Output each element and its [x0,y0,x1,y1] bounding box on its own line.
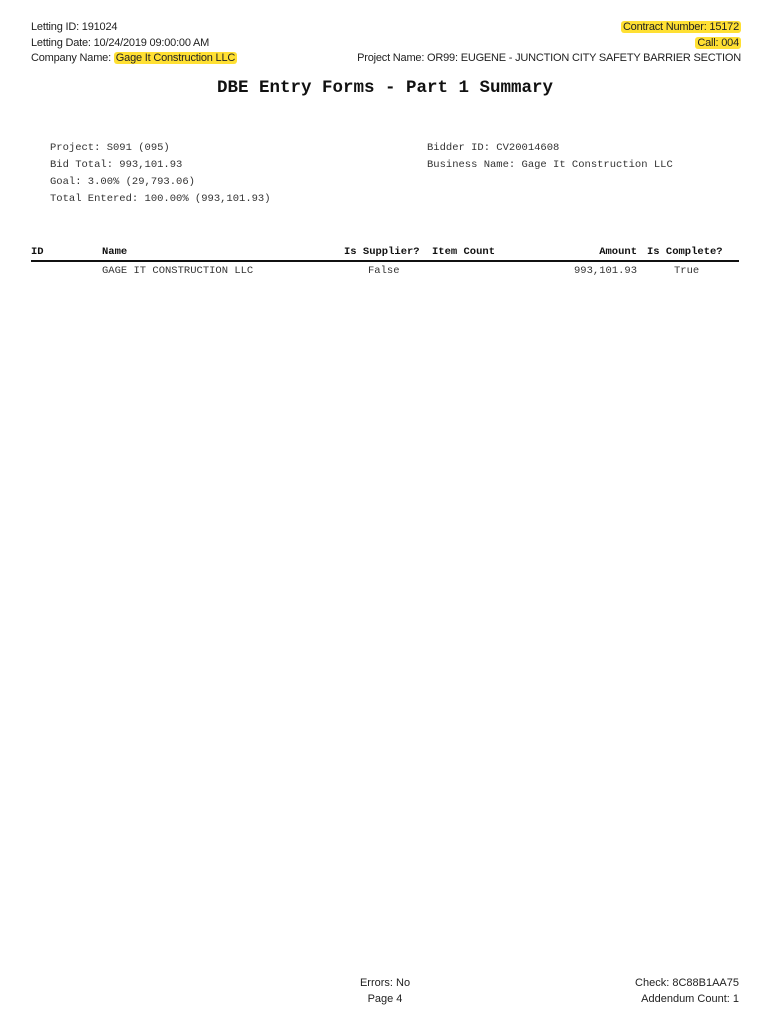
summary-right [427,140,673,174]
col-header-is-complete: Is Complete? [647,246,723,258]
letting-id: Letting ID: 191024 [31,21,118,33]
table-header-row [31,244,739,262]
letting-date: Letting Date: 10/24/2019 09:00:00 AM [31,36,210,49]
check-code: Check: 8C88B1AA75 [635,977,739,989]
col-header-is-supplier: Is Supplier? [344,246,420,258]
summary-goal: Goal: 3.00% (29,793.06) [50,176,195,188]
summary-business-name: Business Name: Gage It Construction LLC [427,159,673,171]
col-header-item-count: Item Count [432,246,496,258]
call-number: Call: 004 [697,36,739,49]
row-amount: 993,101.93 [573,265,637,277]
project-name: Project Name: OR99: EUGENE - JUNCTION CITY SAFETY BARRIER SECTION [357,52,741,64]
summary-bidder-id: Bidder ID: CV20014608 [427,142,560,154]
header-right [357,20,741,67]
row-is-complete: True [674,265,700,277]
dbe-entries-table [31,244,739,279]
summary-bid-total: Bid Total: 993,101.93 [50,159,183,171]
header-left [31,20,237,67]
contract-number: Contract Number: 15172 [622,21,739,33]
company-name-value: Gage It Construction LLC [115,52,236,64]
col-header-name: Name [102,246,128,258]
summary-project: Project: S091 (095) [50,142,170,154]
errors-status: Errors: No [359,977,411,989]
company-name-label: Company Name: [31,52,114,64]
page-number: Page 4 [367,993,403,1005]
table-row [31,262,739,279]
summary-left [50,140,271,208]
col-header-amount: Amount [599,246,637,258]
call-line [357,36,741,52]
company-name-line [31,51,237,67]
col-header-id: ID [31,246,44,258]
summary-total-entered: Total Entered: 100.00% (993,101.93) [50,193,271,205]
row-name: GAGE IT CONSTRUCTION LLC [102,265,254,277]
addendum-count: Addendum Count: 1 [641,993,739,1005]
page-title: DBE Entry Forms - Part 1 Summary [216,78,554,98]
footer-right [635,975,739,1007]
contract-number-line [357,20,741,36]
row-is-supplier: False [368,265,400,277]
